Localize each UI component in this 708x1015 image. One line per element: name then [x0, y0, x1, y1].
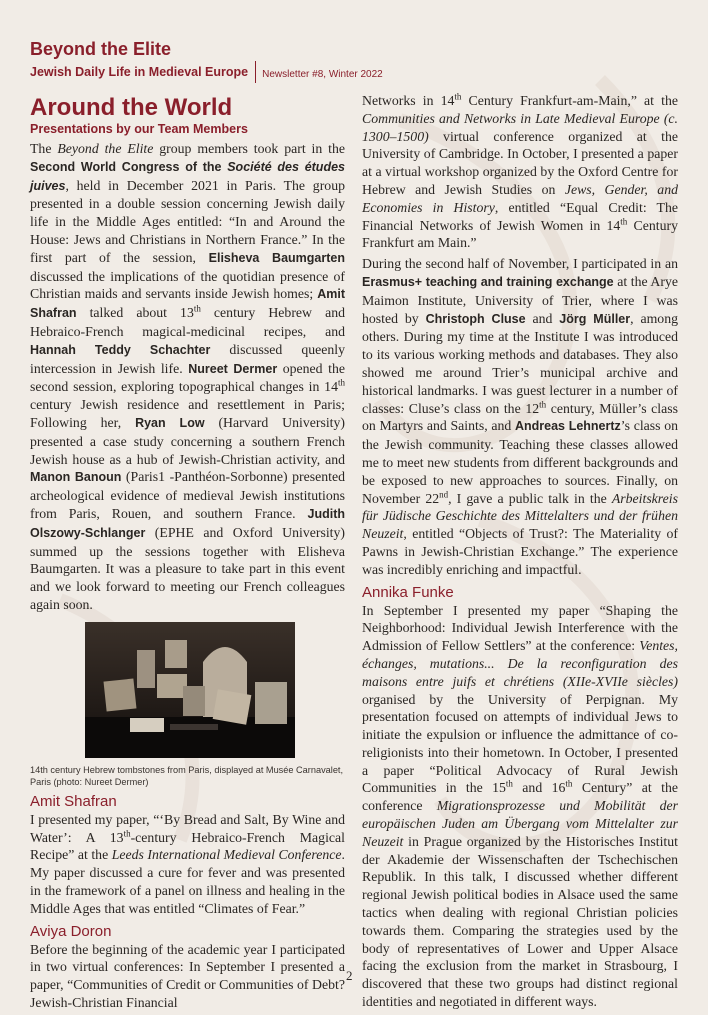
brand-title: Beyond the Elite: [30, 39, 172, 59]
paragraph-aviya: Before the beginning of the academic year I participated in two virtual conferences: In September I presented a paper, “Communities of Credit or Communities of Debt? Jewish-Christian Financial: [30, 941, 345, 1010]
left-column: [30, 92, 345, 1015]
paragraph-aviya-continued: Networks in 14th Century Frankfurt-am-Main,” at the Communities and Networks in Late Medieval Europe (c. 1300–1500) virtual conference organized at the University of Cambridge. In October, I presented a paper at a virtual workshop organized by the Oxford Centre for Hebrew and Jewish Studies on Jews, Gender, and Economies in History, entitled “Equal Credit: The Financial Networks of Jewish Women in 14th Century Frankfurt am Main.”: [362, 91, 678, 251]
paragraph-amit: I presented my paper, “‘By Bread and Salt, By Wine and Water’: A 13th-century Hebraico-French Magical Recipe” at the Leeds International Medieval Conference. My paper discussed a cure for fever and was presented in the framework of a panel on illness and healing in the Middle Ages that was entitled “Climates of Fear.”: [30, 811, 345, 916]
heading-aviya-doron: Aviya Doron: [30, 922, 112, 940]
newsletter-issue: Newsletter #8, Winter 2022: [262, 69, 383, 80]
right-column: [362, 92, 678, 1014]
header-divider: [255, 61, 256, 83]
paragraph-aviya-trier: During the second half of November, I participated in an Erasmus+ teaching and training exchange at the Arye Maimon Institute, University of Trier, where I was hosted by Christoph Cluse and Jörg Müller, among others. During my time at the Institute I was introduced to its various working methods and databases. They also showed me around Trier’s municipal archive and historical landmarks. I was guest lecturer in a number of classes: Cluse’s class on the 12th century, Müller’s class on Martyrs and Saints, and Andreas Lehnertz’s class on the Jewish community. Teaching these classes allowed me to meet new students from different backgrounds and be exposed to new approaches to sources. Finally, on November 22nd, I gave a public talk in the Arbeitskreis für Jüdische Geschichte des Mittelalters und der frühen Neuzeit, entitled “Objects of Trust?: The Materiality of Pawns in Jewish-Christian Exchange.” The experience was incredibly enriching and impactful.: [362, 256, 679, 577]
newsletter-header: [30, 38, 383, 83]
heading-amit-shafran: Amit Shafran: [30, 792, 117, 810]
section-subtitle: Presentations by our Team Members: [30, 122, 248, 136]
photo-caption: 14th century Hebrew tombstones from Paris, displayed at Musée Carnavalet, Paris (photo: Nureet Dermer): [30, 764, 344, 787]
section-title: Around the World: [30, 94, 233, 121]
paragraph-intro: The Beyond the Elite group members took part in the Second World Congress of the Société des études juives, held in December 2021 in Paris. The group presented in a double session concerning Jewish daily life in the Middle Ages entitled: “In and Around the House: Jews and Christians in Northern France.” In the first part of the session, Elisheva Baumgarten discussed the implications of the quotidian presence of Christian maids and servants inside Jewish homes; Amit Shafran talked about 13th century Hebrew and Hebraico-French magical-medicinal recipes, and Hannah Teddy Schachter discussed queenly intercession in Jewish life. Nureet Dermer opened the second session, exploring topographical changes in 14th century Jewish residence and resettlement in Paris; Following her, Ryan Low (Harvard University) presented a case study concerning a southern French Jewish house as a hub of Jewish-Christian activity, and Manon Banoun (Paris1 -Panthéon-Sorbonne) presented archeological evidence of medieval Jewish institutions from Paris, Rouen, and southern France. Judith Olszowy-Schlanger (EPHE and Oxford University) summed up the sessions together with Elisheva Baumgarten. It was a pleasure to take part in this event and we look forward to meeting our French colleagues again soon.: [30, 141, 346, 612]
heading-annika-funke: Annika Funke: [362, 583, 454, 601]
paragraph-annika: In September I presented my paper “Shaping the Neighborhood: Individual Jewish Interference with the Admission of Fellow Settlers” at the conference: Ventes, échanges, mutations... De la reconfiguration des maisons entre juifs et chrétiens (XIIe-XVIIe siècles) organised by the University of Perpignan. My presentation focused on attempts of individual Jews to initiate the expulsion or influence the admittance of co-religionists into their hometown. In October, I presented a paper “Political Advocacy of Rural Jewish Communities in the 15th and 16th Century” at the conference Migrationsprozesse und Mobilität der europäischen Juden am Übergang vom Mittelalter zur Neuzeit in Prague organized by the Historisches Institut der Akademie der Wissenschaften der Tschechischen Republik. In this talk, I discussed whether different regional Jewish political bodies in Alsace used the same tactics when dealing with regional Christian policies towards them. Comparing the strategies used by the body of representatives of Lower and Upper Alsace facing the exclusion from the market in Strasbourg, I discovered that these two groups had distinct regional identities and negotiated in different ways.: [362, 602, 679, 1010]
page-number: 2: [346, 968, 353, 983]
tombstones-photo: [85, 622, 295, 758]
brand-subtitle: Jewish Daily Life in Medieval Europe: [30, 65, 249, 79]
tombstones-illustration: [85, 622, 295, 758]
